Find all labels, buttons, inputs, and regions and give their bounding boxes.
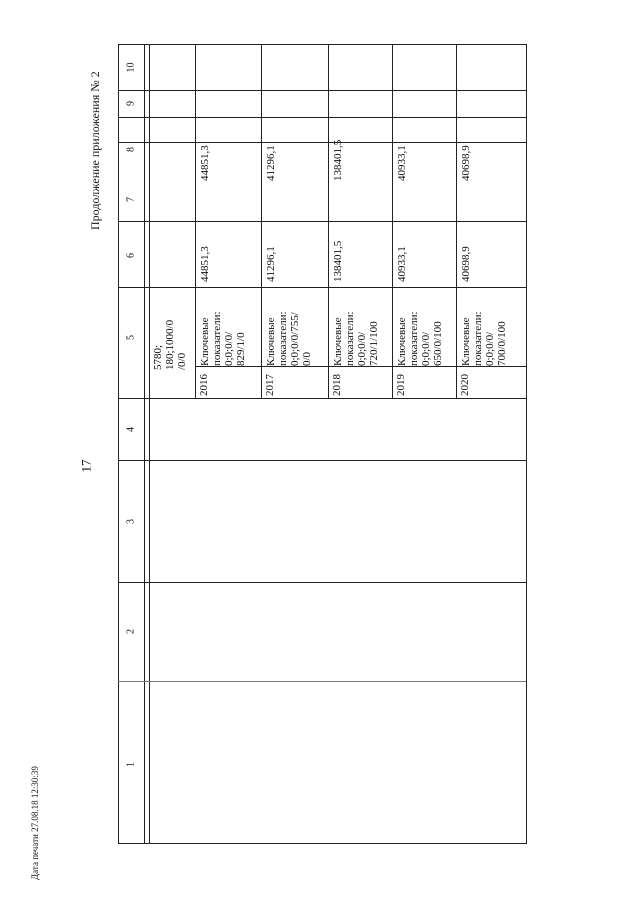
value-col8-2020: 40698,9 xyxy=(460,145,472,181)
year-2020: 2020 xyxy=(459,374,471,396)
col-header-2: 2 xyxy=(125,629,137,634)
value-col6-2020: 40698,9 xyxy=(460,246,472,282)
value-col8-2016: 44851,3 xyxy=(199,145,211,181)
col-header-8: 8 xyxy=(125,147,137,152)
year-2017: 2017 xyxy=(264,374,276,396)
value-col8-2018: 138401,5 xyxy=(332,139,344,181)
value-col8-2017: 41296,1 xyxy=(265,145,277,181)
value-col6-2018: 138401,5 xyxy=(332,240,344,282)
col-header-7: 7 xyxy=(125,197,137,202)
col-header-4: 4 xyxy=(125,427,137,432)
year-2018: 2018 xyxy=(331,374,343,396)
value-col6-2016: 44851,3 xyxy=(199,246,211,282)
appendix-table xyxy=(118,44,526,844)
indicators-2018: Ключевые показатели: 0;0;0/0/ 720/1/100 xyxy=(332,311,380,366)
appendix-title: Продолжение приложения № 2 xyxy=(88,71,102,230)
value-col8-2019: 40933,1 xyxy=(396,145,408,181)
top-fragment: 5780; 180;1000/0 /0/0 xyxy=(152,319,188,370)
col-header-5: 5 xyxy=(125,335,137,340)
indicators-2019: Ключевые показатели: 0;0;0/0/ 650/0/100 xyxy=(396,311,444,366)
indicators-2020: Ключевые показатели: 0;0;0/0/ 700/0/100 xyxy=(460,311,508,366)
year-2019: 2019 xyxy=(395,374,407,396)
page-number: 17 xyxy=(78,459,94,473)
indicators-2016: Ключевые показатели: 0;0;0/0/ 829/1/0 xyxy=(199,311,247,366)
print-date: Дата печати 27.08.18 12:30:39 xyxy=(30,766,40,880)
col-header-3: 3 xyxy=(125,519,137,524)
value-col6-2019: 40933,1 xyxy=(396,246,408,282)
value-col6-2017: 41296,1 xyxy=(265,246,277,282)
col-header-6: 6 xyxy=(125,253,137,258)
indicators-2017: Ключевые показатели: 0;0;0/0/755/ 0/0 xyxy=(265,311,313,366)
col-header-1: 1 xyxy=(125,762,137,767)
col-header-10: 10 xyxy=(125,62,137,73)
year-2016: 2016 xyxy=(198,374,210,396)
col-header-9: 9 xyxy=(125,101,137,106)
